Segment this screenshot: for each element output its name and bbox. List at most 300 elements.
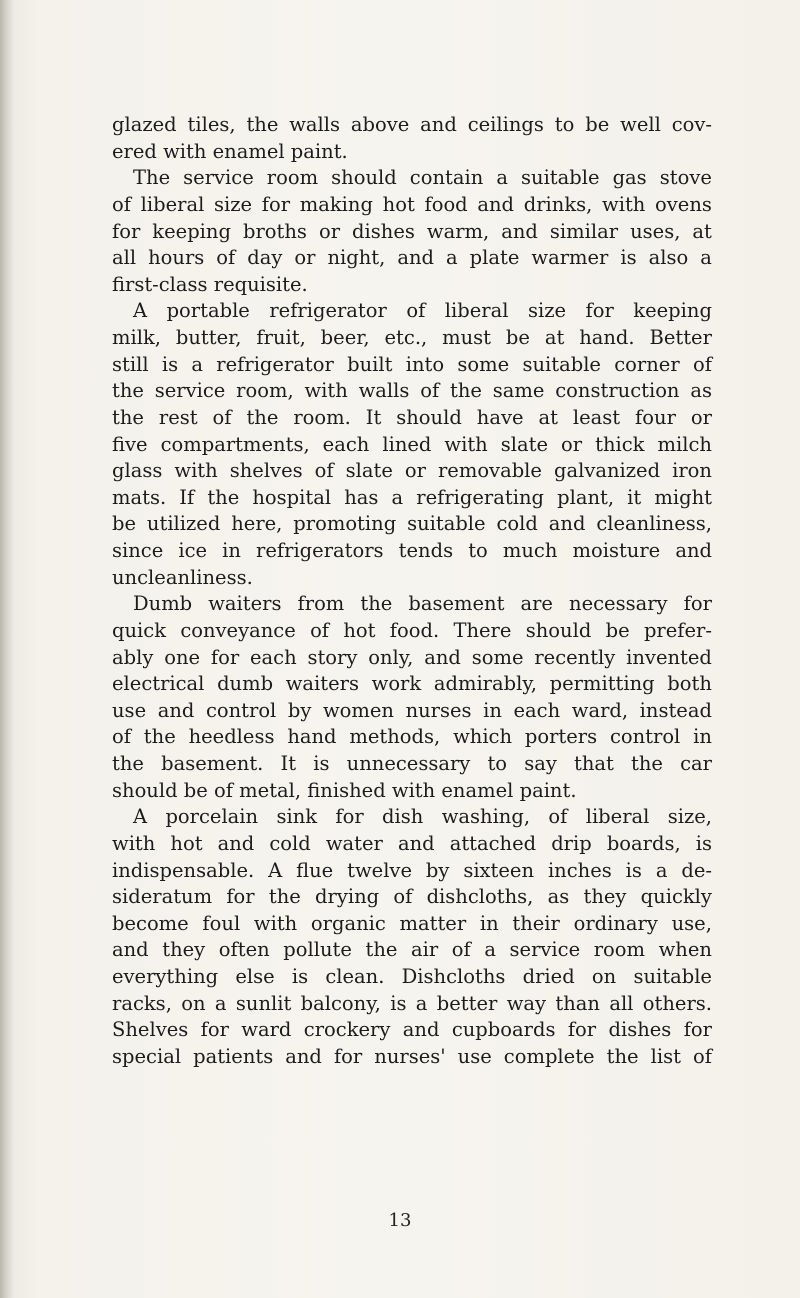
word: twelve (347, 858, 412, 882)
text-line-content: should be of metal, finished with enamel paint. (112, 778, 577, 802)
word: service (183, 166, 254, 190)
word: as (690, 379, 712, 403)
word: to (468, 539, 488, 562)
word: is (161, 352, 179, 376)
word: be (112, 512, 137, 536)
word: of (393, 885, 413, 909)
word: or (561, 432, 583, 456)
word: compartments, (160, 432, 310, 456)
word: complete (503, 1044, 595, 1068)
word: of (692, 352, 712, 376)
word: work (371, 672, 422, 696)
word: above (350, 113, 410, 136)
word: quick (112, 618, 167, 642)
word: since (112, 539, 164, 562)
text-line (112, 804, 712, 831)
word: corner (614, 352, 680, 376)
text-line (112, 1017, 712, 1044)
word: both (667, 672, 712, 696)
word: with (602, 192, 646, 216)
word: well (620, 113, 661, 136)
word: of (548, 805, 568, 829)
word: etc., (384, 326, 428, 349)
word: If (179, 485, 195, 509)
word: shelves (229, 459, 303, 483)
text-line (112, 192, 712, 219)
word: A (133, 805, 148, 829)
word: organic (310, 911, 386, 935)
word: others. (642, 991, 712, 1015)
word: and (402, 1018, 440, 1042)
word: only, (368, 645, 414, 669)
word: else (235, 965, 275, 988)
text-line (112, 831, 712, 858)
word: dish (382, 805, 424, 829)
text-line (112, 591, 712, 618)
word: tends (398, 539, 454, 562)
word: say (524, 752, 557, 775)
word: at (538, 405, 558, 429)
word: the (112, 405, 144, 429)
word: Shelves (112, 1018, 189, 1042)
word: for (200, 1018, 229, 1042)
word: is (625, 858, 642, 882)
word: fruit, (256, 326, 306, 349)
text-line (112, 858, 712, 885)
word: cleanliness, (596, 512, 712, 536)
word: from (297, 592, 345, 616)
word: for (567, 1018, 597, 1042)
word: cold (496, 512, 538, 536)
word: or (294, 246, 316, 270)
word: sink (276, 805, 318, 829)
word: size (527, 299, 567, 323)
word: attached (449, 831, 537, 855)
word: dried (522, 965, 575, 988)
word: a (484, 938, 496, 962)
word: boards, (606, 831, 681, 855)
word: the (207, 485, 240, 509)
word: and (424, 645, 461, 669)
word: some (471, 645, 524, 669)
word: also (648, 246, 689, 270)
word: with (304, 379, 348, 403)
word: in (479, 911, 499, 935)
word: pollute (283, 938, 352, 962)
word: control (205, 698, 277, 722)
word: rest (158, 405, 198, 429)
word: is (620, 246, 637, 270)
word: is (291, 965, 309, 988)
word: should (331, 166, 397, 190)
word: clean. (325, 965, 385, 988)
word: sideratum (112, 885, 213, 909)
word: and (548, 512, 586, 536)
word: instead (639, 698, 712, 722)
word: and (112, 938, 149, 962)
word: the (246, 405, 279, 429)
text-line (112, 219, 712, 246)
text-line (112, 698, 712, 725)
word: should (525, 618, 592, 642)
word: indispensable. (112, 858, 255, 882)
word: of (212, 405, 232, 429)
word: women (322, 698, 394, 722)
word: ice (178, 539, 208, 562)
word: night, (327, 246, 386, 270)
word: and (217, 831, 255, 855)
word: the (112, 752, 144, 775)
word: or (318, 219, 341, 243)
word: four (635, 405, 676, 429)
word: of (310, 618, 330, 642)
word: liberal (444, 299, 509, 323)
word: milch (657, 432, 712, 456)
word: Dishcloths (401, 965, 506, 988)
word: on (181, 991, 206, 1015)
word: uses, (630, 219, 681, 243)
word: is (695, 831, 712, 855)
word: by (287, 698, 312, 722)
word: prefer- (643, 618, 712, 642)
word: which (453, 725, 513, 749)
word: a (700, 246, 712, 270)
word: warmer (531, 246, 609, 270)
word: the (365, 938, 398, 962)
word: moisture (572, 539, 661, 562)
text-line (112, 538, 712, 565)
word: construction (555, 379, 680, 403)
word: hot (170, 831, 203, 855)
word: it (627, 485, 642, 509)
text-line (112, 911, 712, 938)
word: is (390, 991, 407, 1015)
word: for (210, 645, 240, 669)
page-number: 13 (388, 1210, 412, 1231)
word: the (112, 379, 144, 403)
word: drip (551, 831, 592, 855)
word: here, (231, 512, 283, 536)
text-line (112, 325, 712, 352)
word: for (261, 192, 291, 216)
text-line (112, 565, 712, 592)
word: drinks, (523, 192, 593, 216)
word: or (690, 405, 712, 429)
word: one (164, 645, 201, 669)
word: all (112, 246, 137, 270)
word: The (133, 166, 171, 190)
word: of (451, 938, 471, 962)
word: necessary (569, 592, 668, 616)
word: with (253, 911, 298, 935)
word: refrigerator (216, 352, 334, 376)
word: built (347, 352, 393, 376)
word: waiters (208, 592, 282, 616)
word: car (680, 752, 712, 775)
word: ward (241, 1018, 292, 1042)
word: unnecessary (346, 752, 471, 775)
word: of (314, 459, 334, 483)
word: matter (399, 911, 467, 935)
word: Dumb (133, 592, 193, 616)
word: sunlit (235, 991, 292, 1015)
word: A (133, 299, 148, 323)
word: air (411, 938, 439, 962)
word: at (544, 326, 565, 349)
word: ovens (655, 192, 712, 216)
word: room. (293, 405, 351, 429)
word: suitable (633, 965, 712, 988)
word: permitting (549, 672, 655, 696)
word: be (585, 113, 610, 136)
word: on (591, 965, 617, 988)
word: broths (242, 219, 307, 243)
word: some (457, 352, 510, 376)
word: for (333, 1044, 363, 1068)
word: refrigerating (416, 485, 544, 509)
word: least (572, 405, 621, 429)
word: that (574, 752, 614, 775)
word: by (425, 858, 450, 882)
word: when (658, 938, 712, 962)
word: There (453, 618, 512, 642)
word: should (396, 405, 462, 429)
word: basement. (161, 752, 264, 775)
word: suitable (522, 352, 601, 376)
word: same (492, 379, 545, 403)
word: galvanized (553, 459, 661, 483)
word: water (325, 831, 383, 855)
word: a (655, 858, 668, 882)
word: everything (112, 965, 219, 988)
word: or (404, 459, 426, 483)
word: milk, (112, 326, 161, 349)
word: patients (193, 1044, 274, 1068)
word: portable (166, 299, 250, 323)
word: and (397, 246, 434, 270)
word: the (606, 1044, 639, 1068)
word: keeping (152, 219, 231, 243)
text-line-content: ered with enamel paint. (112, 139, 348, 163)
word: ceilings (467, 113, 544, 136)
word: utilized (146, 512, 221, 536)
word: A (268, 858, 283, 882)
word: ward, (571, 698, 629, 722)
text-line (112, 112, 712, 139)
word: into (405, 352, 445, 376)
word: with (174, 459, 218, 483)
text-line (112, 618, 712, 645)
word: It (280, 752, 297, 775)
word: story (307, 645, 358, 669)
text-line (112, 165, 712, 192)
word: and (477, 192, 515, 216)
word: removable (437, 459, 542, 483)
word: and (157, 698, 195, 722)
word: Better (649, 326, 712, 349)
word: are (520, 592, 553, 616)
word: mats. (112, 485, 167, 509)
word: the (246, 113, 279, 136)
word: to (487, 752, 508, 775)
word: drying (315, 885, 380, 909)
word: nurses' (374, 1044, 446, 1068)
word: hot (343, 618, 376, 642)
word: room, (236, 379, 294, 403)
word: the (268, 885, 301, 909)
word: and (420, 113, 457, 136)
word: glazed (112, 113, 177, 136)
word: refrigerators (256, 539, 384, 562)
word: racks, (112, 991, 172, 1015)
word: in (483, 698, 502, 722)
word: special (112, 1044, 182, 1068)
word: basement (408, 592, 505, 616)
word: control (609, 725, 681, 749)
text-line (112, 352, 712, 379)
word: dishes (608, 1018, 672, 1042)
word: iron (672, 459, 712, 483)
word: refrigerator (269, 299, 387, 323)
word: size (214, 192, 253, 216)
word: plant, (557, 485, 615, 509)
word: a (496, 166, 508, 190)
word: their (512, 911, 560, 935)
word: tiles, (187, 113, 236, 136)
text-line (112, 884, 712, 911)
word: dishes (352, 219, 415, 243)
word: and (285, 1044, 322, 1068)
text-line (112, 724, 712, 751)
word: slate (345, 459, 393, 483)
word: the (143, 725, 176, 749)
word: similar (549, 219, 619, 243)
page-binding-edge (0, 0, 14, 1298)
word: liberal (140, 192, 205, 216)
word: porters (524, 725, 598, 749)
word: service (509, 938, 581, 962)
word: cold (269, 831, 311, 855)
word: thick (595, 432, 645, 456)
text-line (112, 298, 712, 325)
word: de- (681, 858, 712, 882)
word: for (683, 592, 712, 616)
word: room (593, 938, 645, 962)
word: size, (667, 805, 712, 829)
word: to (554, 113, 575, 136)
word: for (112, 219, 141, 243)
word: heedless (188, 725, 275, 749)
word: day (247, 246, 283, 270)
text-line (112, 511, 712, 538)
word: a (214, 991, 227, 1015)
word: foul (202, 911, 241, 935)
word: stove (659, 166, 712, 190)
word: with (444, 432, 488, 456)
word: be (605, 618, 630, 642)
word: of (112, 192, 131, 216)
word: washing, (441, 805, 531, 829)
word: cupboards (451, 1018, 556, 1042)
word: each (322, 432, 370, 456)
text-line (112, 991, 712, 1018)
word: a (415, 991, 428, 1015)
word: porcelain (165, 805, 259, 829)
text-line (112, 245, 712, 272)
word: keeping (633, 299, 712, 323)
word: than (555, 991, 600, 1015)
word: for (585, 299, 614, 323)
word: become (112, 911, 189, 935)
word: they (162, 938, 206, 962)
text-line (112, 378, 712, 405)
word: use (112, 698, 147, 722)
word: each (513, 698, 561, 722)
word: the (450, 379, 482, 403)
word: five (112, 432, 148, 456)
word: for (683, 1018, 712, 1042)
word: It (365, 405, 382, 429)
word: be (505, 326, 530, 349)
word: still (112, 352, 149, 376)
word: in (693, 725, 712, 749)
word: promoting (293, 512, 397, 536)
word: suitable (521, 166, 600, 190)
word: use, (671, 911, 712, 935)
text-line (112, 1044, 712, 1071)
word: contain (409, 166, 484, 190)
word: butter, (175, 326, 242, 349)
word: have (476, 405, 524, 429)
word: with (112, 831, 156, 855)
word: each (249, 645, 297, 669)
word: service (154, 379, 226, 403)
word: room (266, 166, 319, 190)
word: sixteen (463, 858, 535, 882)
word: ordinary (573, 911, 658, 935)
word: of (692, 1044, 712, 1068)
text-line (112, 671, 712, 698)
word: a (391, 485, 404, 509)
word: making (299, 192, 373, 216)
word: and (675, 539, 712, 562)
text-line (112, 751, 712, 778)
word: conveyance (180, 618, 296, 642)
word: nurses (405, 698, 472, 722)
word: way (506, 991, 547, 1015)
word: for (226, 885, 255, 909)
word: food. (389, 618, 440, 642)
word: a (446, 246, 458, 270)
word: often (218, 938, 270, 962)
word: a (191, 352, 204, 376)
word: much (502, 539, 558, 562)
word: dumb (217, 672, 274, 696)
word: ably (112, 645, 154, 669)
word: hot (382, 192, 415, 216)
word: dishcloths, (426, 885, 534, 909)
text-line (112, 405, 712, 432)
word: hospital (252, 485, 332, 509)
word: glass (112, 459, 163, 483)
word: hand (287, 725, 337, 749)
text-line (112, 964, 712, 991)
word: they (583, 885, 627, 909)
word: must (442, 326, 492, 349)
word: of (216, 246, 236, 270)
word: has (344, 485, 379, 509)
word: food (424, 192, 468, 216)
